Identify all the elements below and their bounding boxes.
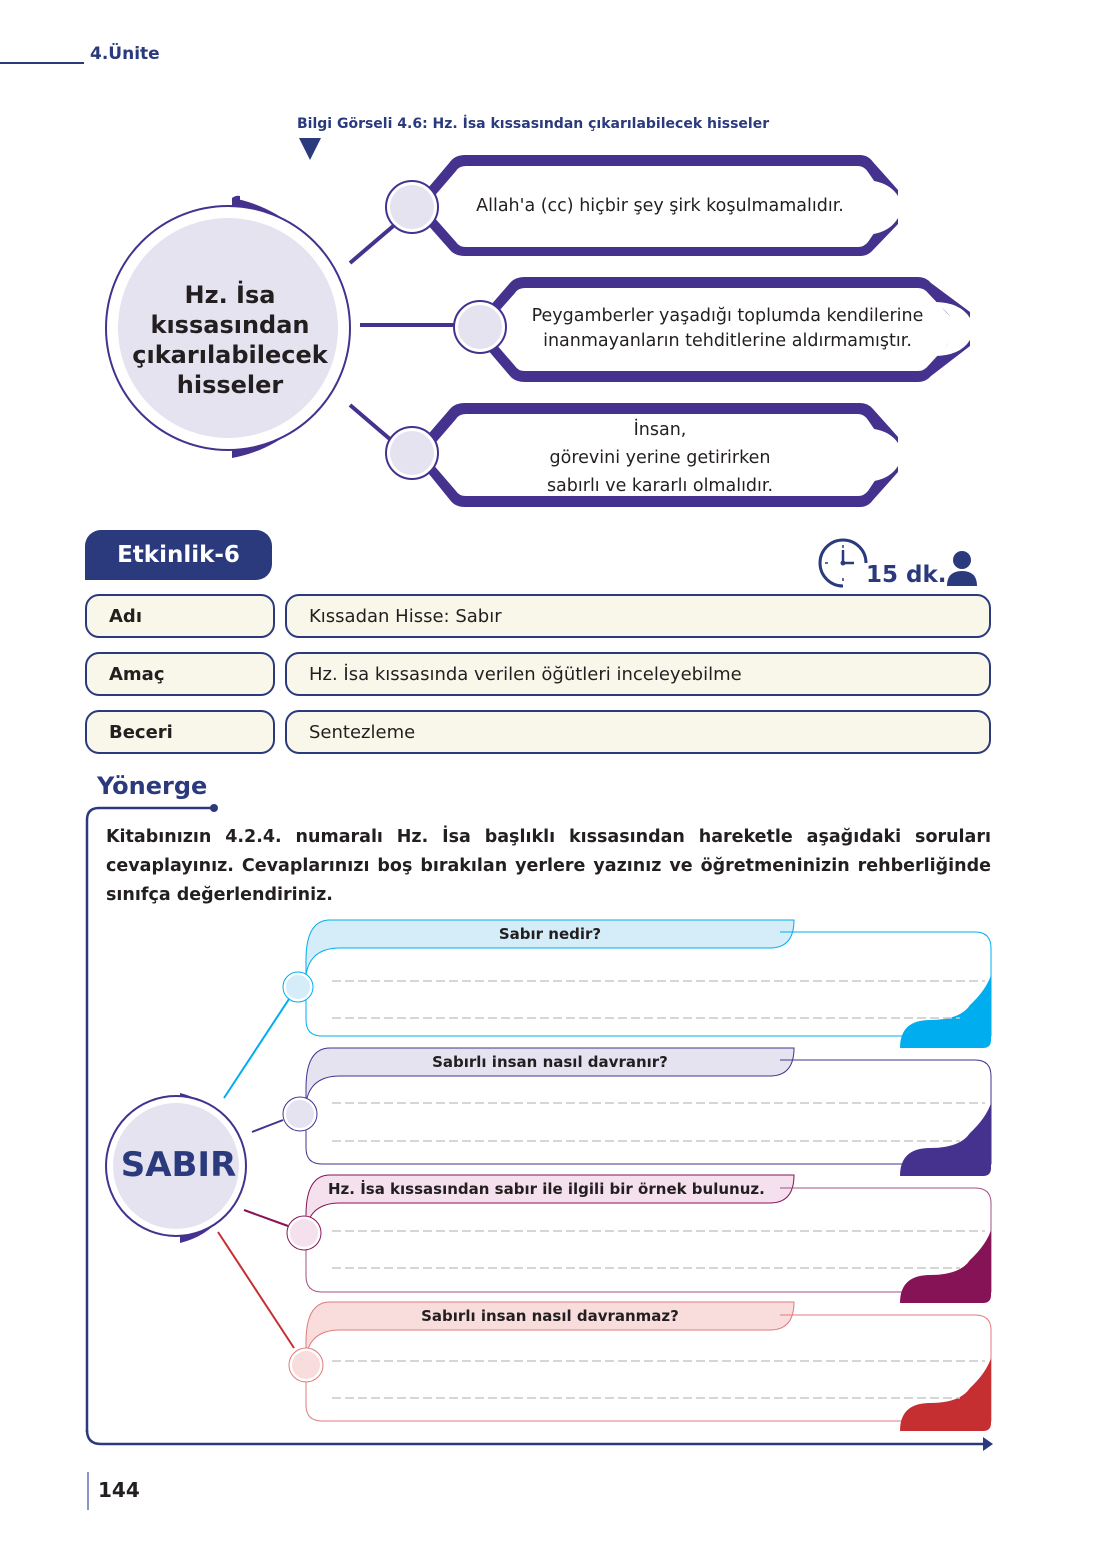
question-title-3: Hz. İsa kıssasından sabır ile ilgili bir örnek bulunuz. xyxy=(328,1180,765,1198)
frame-dot xyxy=(210,804,218,812)
center-line: çıkarılabilecek xyxy=(132,341,328,369)
unit-label: 4.Ünite xyxy=(90,44,160,64)
connector-line xyxy=(224,996,291,1098)
center-line: kıssasından xyxy=(150,311,310,339)
duration-label: 15 dk. xyxy=(866,562,947,588)
label-purpose: Amaç xyxy=(85,652,275,696)
frame-line xyxy=(87,1430,985,1444)
branch-line: Peygamberler yaşadığı toplumda kendilerine xyxy=(531,306,924,326)
connector-line xyxy=(244,1210,288,1226)
branch-line: görevini yerine getirirken xyxy=(549,448,771,468)
question-title-2: Sabırlı insan nasıl davranır? xyxy=(432,1053,668,1071)
center-line: Hz. İsa xyxy=(184,281,276,309)
connector-line xyxy=(218,1232,294,1348)
figure-caption: Bilgi Görseli 4.6: Hz. İsa kıssasından çıkarılabilecek hisseler xyxy=(297,116,770,132)
arrow-right-icon xyxy=(983,1437,993,1451)
branch-line: İnsan, xyxy=(633,420,687,440)
question-title-1: Sabır nedir? xyxy=(498,925,602,943)
footer-rule xyxy=(87,1472,89,1510)
connector-line xyxy=(252,1120,283,1132)
center-line: hisseler xyxy=(176,371,284,399)
value-name: Kıssadan Hisse: Sabır xyxy=(285,594,991,638)
branch-line: Allah'a (cc) hiçbir şey şirk koşulmamalıdır. xyxy=(476,196,844,216)
page-number: 144 xyxy=(98,1478,140,1502)
value-skill: Sentezleme xyxy=(285,710,991,754)
activity-tab: Etkinlik-6 xyxy=(85,530,272,580)
label-name: Adı xyxy=(85,594,275,638)
branch-line: sabırlı ve kararlı olmalıdır. xyxy=(546,476,774,496)
instructions-text: Kitabınızın 4.2.4. numaralı Hz. İsa başlıklı kıssasından hareketle aşağıdaki soruları cevaplayınız. Cevaplarınızı boş bırakılan yerlere yazınız ve öğretmeninizin rehberliğinde sınıfça değerlendiriniz. xyxy=(106,827,991,905)
branch-line: inanmayanların tehditlerine aldırmamıştır. xyxy=(543,331,912,351)
value-purpose: Hz. İsa kıssasında verilen öğütleri inceleyebilme xyxy=(285,652,991,696)
instructions-heading: Yönerge xyxy=(97,772,208,800)
sabir-label: SABIR xyxy=(120,1145,237,1185)
label-skill: Beceri xyxy=(85,710,275,754)
question-title-4: Sabırlı insan nasıl davranmaz? xyxy=(421,1307,679,1325)
